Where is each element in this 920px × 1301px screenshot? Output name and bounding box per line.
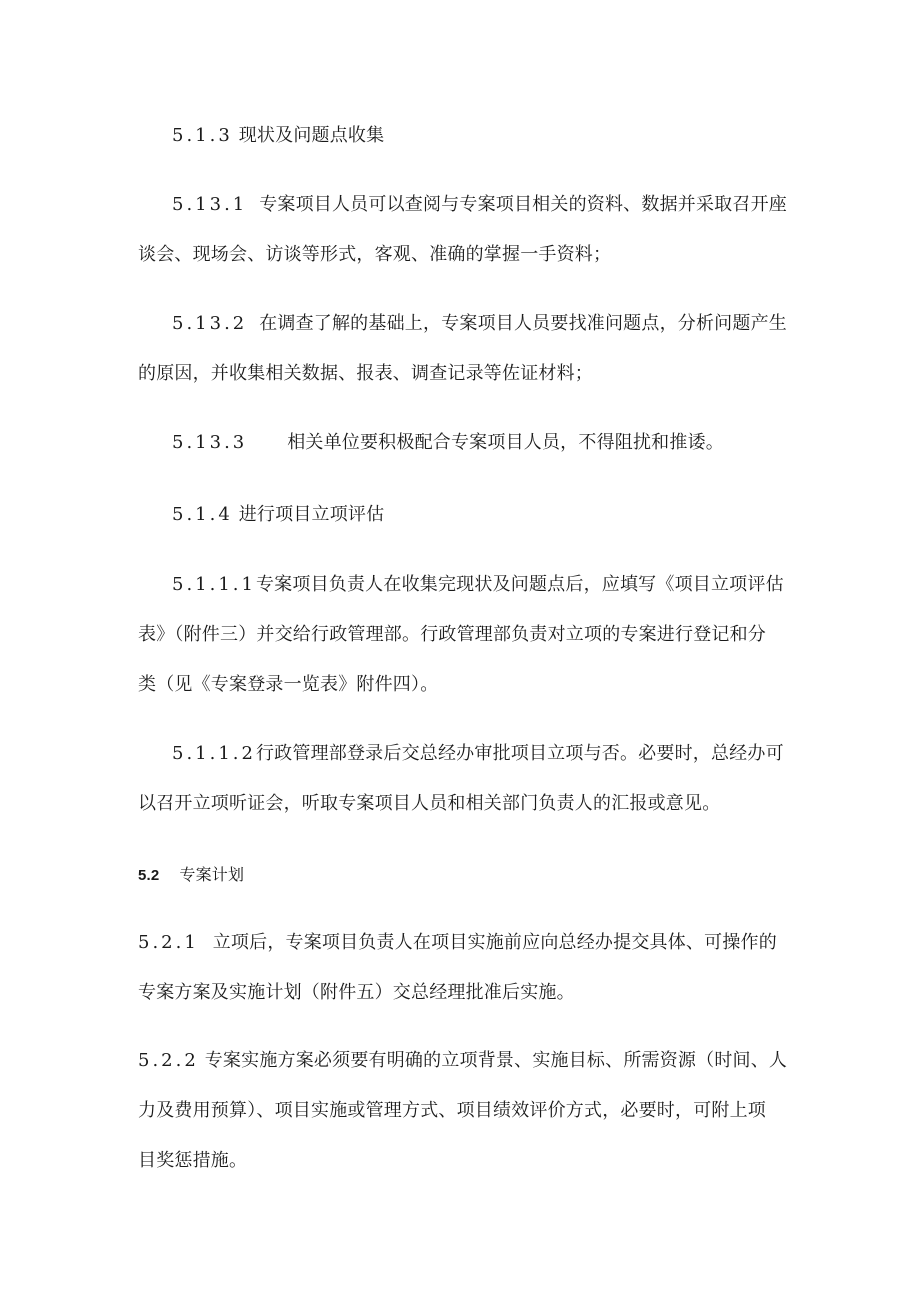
- paragraph-5-1-1-2-line-2: 以召开立项听证会，听取专案项目人员和相关部门负责人的汇报或意见。: [138, 793, 721, 814]
- heading-5-2: [138, 863, 244, 888]
- paragraph-5-2-2-line-2: 力及费用预算）、项目实施或管理方式、项目绩效评价方式，必要时，可附上项: [138, 1100, 766, 1121]
- paragraph-5-1-1-1-line-3: 类（见《专案登录一览表》附件四）。: [138, 674, 439, 695]
- paragraph-text: 专案实施方案必须要有明确的立项背景、实施目标、所需资源（时间、人: [204, 1050, 788, 1071]
- section-title: 现状及问题点收集: [238, 125, 385, 146]
- section-number: 5.13.1: [172, 194, 248, 215]
- section-number: 5.13.3: [172, 432, 248, 453]
- paragraph-5-2-2-line-1: [138, 1049, 787, 1073]
- heading-5-1-4: [172, 503, 384, 527]
- paragraph-5-1-1-2-line-1: [172, 742, 784, 766]
- paragraph-text: 专案项目负责人在收集完现状及问题点后，应填写《项目立项评估: [255, 574, 784, 595]
- section-number: 5.2.2: [138, 1050, 199, 1071]
- paragraph-5-1-1-1-line-2: 表》（附件三）并交给行政管理部。行政管理部负责对立项的专案进行登记和分: [138, 624, 766, 645]
- paragraph-5-13-2-line-1: [172, 312, 787, 336]
- paragraph-text: 相关单位要积极配合专案项目人员，不得阻扰和推诿。: [287, 432, 724, 453]
- paragraph-5-13-3: [172, 431, 724, 455]
- paragraph-text: 行政管理部登录后交总经办审批项目立项与否。必要时，总经办可: [255, 743, 784, 764]
- section-number: 5.1.3: [172, 125, 233, 146]
- heading-5-1-3: [172, 124, 384, 148]
- paragraph-5-1-1-1-line-1: [172, 573, 784, 597]
- paragraph-text: 在调查了解的基础上，专案项目人员要找准问题点，分析问题产生: [259, 313, 787, 334]
- section-title: 专案计划: [179, 865, 245, 884]
- paragraph-5-2-2-line-3: 目奖惩措施。: [138, 1150, 248, 1171]
- section-number: 5.1.1.1: [172, 574, 256, 595]
- paragraph-5-13-1-line-2: 谈会、现场会、访谈等形式，客观、准确的掌握一手资料；: [138, 244, 612, 265]
- section-number: 5.2: [138, 867, 160, 884]
- section-number: 5.1.4: [172, 504, 233, 525]
- section-number: 5.2.1: [138, 932, 199, 953]
- paragraph-text: 专案项目人员可以查阅与专案项目相关的资料、数据并采取召开座: [259, 194, 787, 215]
- paragraph-5-13-1-line-1: [172, 193, 787, 217]
- paragraph-5-2-1-line-1: [138, 931, 777, 955]
- section-title: 进行项目立项评估: [238, 504, 385, 525]
- paragraph-5-13-2-line-2: 的原因，并收集相关数据、报表、调查记录等佐证材料；: [138, 363, 593, 384]
- section-number: 5.1.1.2: [172, 743, 256, 764]
- section-number: 5.13.2: [172, 313, 248, 334]
- paragraph-text: 立项后，专案项目负责人在项目实施前应向总经办提交具体、可操作的: [212, 932, 777, 953]
- paragraph-5-2-1-line-2: 专案方案及实施计划（附件五）交总经理批准后实施。: [138, 982, 575, 1003]
